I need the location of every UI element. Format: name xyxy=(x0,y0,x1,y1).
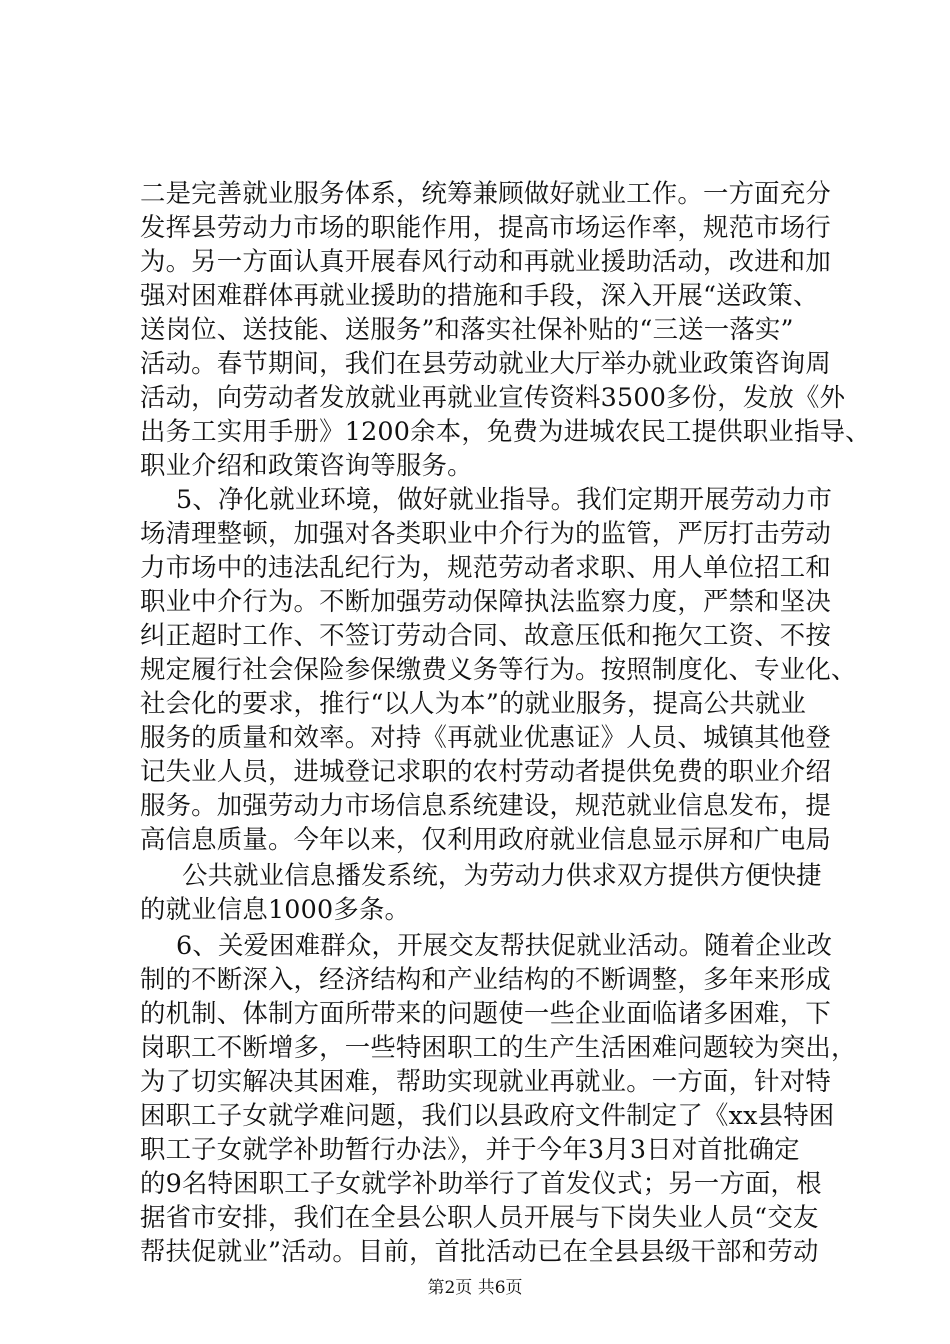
text-line: 为了切实解决其困难，帮助实现就业再就业。一方面，针对特 xyxy=(140,1066,831,1096)
text-line: 记失业人员，进城登记求职的农村劳动者提供免费的职业介绍 xyxy=(140,756,831,786)
text-line: 发挥县劳动力市场的职能作用，提高市场运作率，规范市场行 xyxy=(140,212,831,242)
text-line: 规定履行社会保险参保缴费义务等行为。按照制度化、专业化、 xyxy=(140,654,857,684)
text-line: 力市场中的违法乱纪行为，规范劳动者求职、用人单位招工和 xyxy=(140,552,831,582)
text-line: 强对困难群体再就业援助的措施和手段，深入开展“送政策、 xyxy=(140,280,819,310)
text-line: 职业中介行为。不断加强劳动保障执法监察力度，严禁和坚决 xyxy=(140,586,831,616)
text-line: 的9名特困职工子女就学补助举行了首发仪式；另一方面，根 xyxy=(140,1168,822,1198)
text-line: 制的不断深入，经济结构和产业结构的不断调整，多年来形成 xyxy=(140,964,831,994)
text-line: 送岗位、送技能、送服务”和落实社保补贴的“三送一落实” xyxy=(140,314,794,344)
text-line: 的机制、体制方面所带来的问题使一些企业面临诸多困难，下 xyxy=(140,998,831,1028)
text-line: 场清理整顿，加强对各类职业中介行为的监管，严厉打击劳动 xyxy=(140,518,831,548)
text-line: 据省市安排，我们在全县公职人员开展与下岗失业人员“交友 xyxy=(140,1202,819,1232)
text-line: 活动，向劳动者发放就业再就业宣传资料3500多份，发放《外 xyxy=(140,382,846,412)
text-line: 出务工实用手册》1200余本，免费为进城农民工提供职业指导、 xyxy=(140,416,871,446)
page-number-footer: 第2页 共6页 xyxy=(427,1278,523,1298)
text-line: 活动。春节期间，我们在县劳动就业大厅举办就业政策咨询周 xyxy=(140,348,831,378)
text-line: 职业介绍和政策咨询等服务。 xyxy=(140,450,473,480)
text-line: 服务的质量和效率。对持《再就业优惠证》人员、城镇其他登 xyxy=(140,722,831,752)
paragraph-5-first-line: 5、净化就业环境，做好就业指导。我们定期开展劳动力市 xyxy=(176,484,833,514)
text-line: 高信息质量。今年以来，仅利用政府就业信息显示屏和广电局 xyxy=(140,824,831,854)
paragraph-6-first-line: 6、关爱困难群众，开展交友帮扶促就业活动。随着企业改 xyxy=(176,930,833,960)
indented-line: 公共就业信息播发系统，为劳动力供求双方提供方便快捷 xyxy=(182,860,822,890)
text-line: 社会化的要求，推行“以人为本”的就业服务，提高公共就业 xyxy=(140,688,807,718)
text-line: 困职工子女就学难问题，我们以县政府文件制定了《xx县特困 xyxy=(140,1100,835,1130)
text-line: 服务。加强劳动力市场信息系统建设，规范就业信息发布，提 xyxy=(140,790,831,820)
text-line: 纠正超时工作、不签订劳动合同、故意压低和拖欠工资、不按 xyxy=(140,620,831,650)
text-line: 为。另一方面认真开展春风行动和再就业援助活动，改进和加 xyxy=(140,246,831,276)
text-line: 岗职工不断增多，一些特困职工的生产生活困难问题较为突出， xyxy=(140,1032,857,1062)
text-line: 帮扶促就业”活动。目前，首批活动已在全县县级干部和劳动 xyxy=(140,1236,819,1266)
text-line: 二是完善就业服务体系，统筹兼顾做好就业工作。一方面充分 xyxy=(140,178,831,208)
text-line: 的就业信息1000多条。 xyxy=(140,894,411,924)
text-line: 职工子女就学补助暂行办法》，并于今年3月3日对首批确定 xyxy=(140,1134,800,1164)
